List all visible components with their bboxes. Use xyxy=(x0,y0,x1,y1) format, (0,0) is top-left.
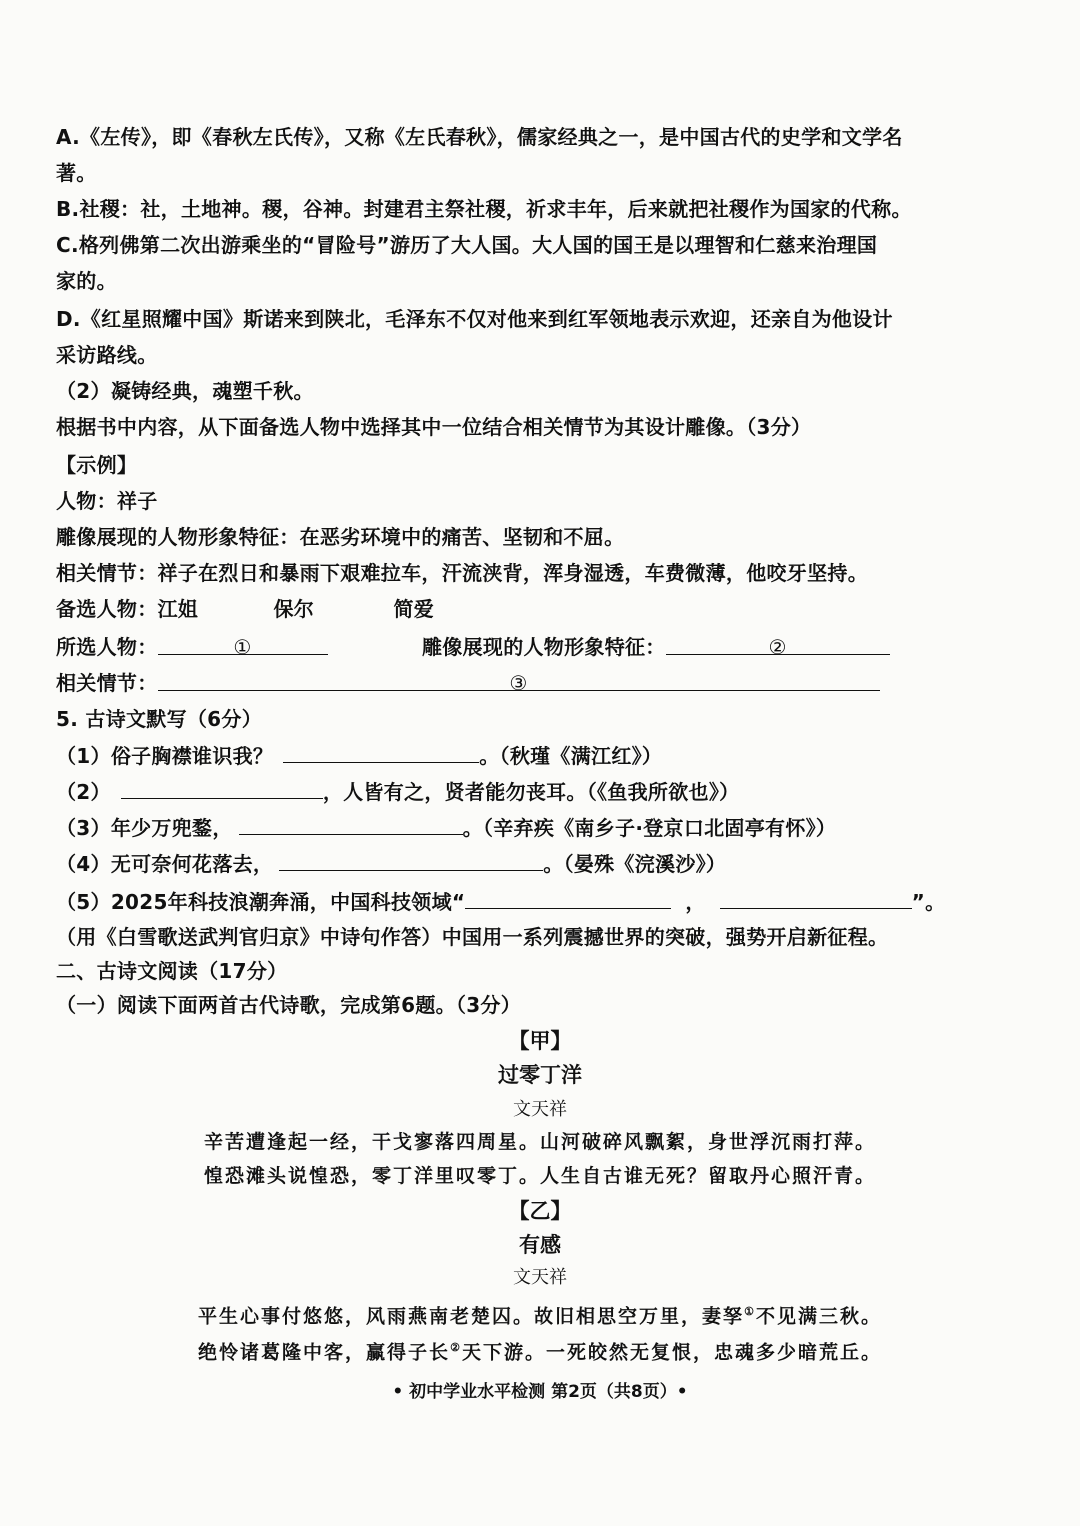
option-c-line-1: C.格列佛第二次出游乘坐的“冒险号”游历了大人国。大人国的国王是以理智和仁慈来治理国 xyxy=(56,233,878,257)
selected-person-label: 所选人物： xyxy=(56,635,158,659)
poem-b-line-2 xyxy=(0,1332,1080,1368)
footnote-marker-1: ① xyxy=(744,1305,756,1318)
recite-3-source: 。（辛弃疾《南乡子·登京口北固亭有怀》） xyxy=(462,816,837,840)
recite-line-1 xyxy=(56,740,662,771)
poem-b-author: 文天祥 xyxy=(513,1267,567,1288)
recite-line-3 xyxy=(56,812,836,843)
recite-blank-5a[interactable] xyxy=(465,886,671,909)
option-d-line-2: 采访路线。 xyxy=(56,343,158,367)
option-a-line-2: 著。 xyxy=(56,161,97,185)
candidate-2: 保尔 xyxy=(273,597,315,621)
recite-blank-2[interactable] xyxy=(121,776,323,799)
poem-b-tag: 【乙】 xyxy=(508,1199,572,1223)
poem-b-title: 有感 xyxy=(519,1233,561,1257)
recite-1-prompt: （1）俗子胸襟谁识我？ xyxy=(56,744,274,768)
poem-b-line-2-part-2: 天下游。一死皎然无复恨，忠魂多少暗荒丘。 xyxy=(461,1341,882,1364)
plot-line xyxy=(56,668,880,698)
blank-marker-3: ③ xyxy=(509,671,528,695)
feature-label: 雕像展现的人物形象特征： xyxy=(422,635,666,659)
option-c-line-2: 家的。 xyxy=(56,269,117,293)
candidate-1: 江姐 xyxy=(157,597,199,621)
blank-marker-1: ① xyxy=(233,635,252,659)
recite-4-prompt: （4）无可奈何花落去， xyxy=(56,852,274,876)
recite-blank-3[interactable] xyxy=(239,812,463,835)
blank-marker-2: ② xyxy=(768,635,787,659)
recite-2-source: ，人皆有之，贤者能勿丧耳。（《鱼我所欲也》） xyxy=(322,780,740,804)
feature-line xyxy=(422,632,890,662)
plot-label: 相关情节： xyxy=(56,671,158,695)
poem-b-line-1-part-1: 平生心事付悠悠，风雨燕南老楚囚。故旧相思空万里，妻孥 xyxy=(198,1305,745,1328)
recite-line-2 xyxy=(56,776,739,807)
option-b: B.社稷：社，土地神。稷，谷神。封建君主祭社稷，祈求丰年，后来就把社稷作为国家的代称。 xyxy=(56,197,912,221)
candidates-line xyxy=(56,594,434,624)
recite-line-5 xyxy=(56,886,945,917)
recite-5-comma: ， xyxy=(685,890,706,914)
recite-blank-4[interactable] xyxy=(279,848,543,871)
section-2-subtitle: （一）阅读下面两首古代诗歌，完成第6题。（3分） xyxy=(56,993,522,1017)
poem-a-line-1: 辛苦遭逢起一经，干戈寥落四周星。山河破碎风飘絮，身世浮沉雨打萍。 xyxy=(203,1131,876,1153)
example-plot: 相关情节：祥子在烈日和暴雨下艰难拉车，汗流浃背，浑身湿透，车费微薄，他咬牙坚持。 xyxy=(56,561,868,585)
example-feature: 雕像展现的人物形象特征：在恶劣环境中的痛苦、坚韧和不屈。 xyxy=(56,525,625,549)
footnote-marker-2: ② xyxy=(450,1341,462,1354)
poem-b-line-1 xyxy=(0,1296,1080,1332)
poem-a-tag: 【甲】 xyxy=(508,1029,572,1053)
poem-b-line-2-part-1: 绝怜诸葛隆中客，赢得子长 xyxy=(198,1341,451,1364)
recite-1-source: 。（秋瑾《满江红》） xyxy=(479,744,663,768)
candidate-3: 简爱 xyxy=(393,597,435,621)
recite-3-prompt: （3）年少万兜鍪， xyxy=(56,816,233,840)
page-footer: • 初中学业水平检测 第2页（共8页）• xyxy=(392,1382,688,1402)
candidates-label: 备选人物： xyxy=(56,597,158,621)
answer-blank-3[interactable] xyxy=(158,668,880,695)
recite-blank-1[interactable] xyxy=(283,740,479,763)
question-5-title: 5. 古诗文默写（6分） xyxy=(56,707,262,731)
selected-person-line xyxy=(56,632,328,662)
example-tag: 【示例】 xyxy=(56,453,138,477)
option-d-line-1: D.《红星照耀中国》斯诺来到陕北，毛泽东不仅对他来到红军领地表示欢迎，还亲自为他设计 xyxy=(56,307,893,331)
recite-5-prompt: （5）2025年科技浪潮奔涌，中国科技领域“ xyxy=(56,890,466,914)
section-2-title: 二、古诗文阅读（17分） xyxy=(56,959,288,983)
poem-a-title: 过零丁洋 xyxy=(498,1063,582,1087)
option-a-line-1: A.《左传》，即《春秋左氏传》，又称《左氏春秋》，儒家经典之一，是中国古代的史学和文学名 xyxy=(56,125,903,149)
recite-4-source: 。（晏殊《浣溪沙》） xyxy=(543,852,727,876)
poem-a-author: 文天祥 xyxy=(513,1099,567,1120)
answer-blank-1[interactable] xyxy=(158,632,328,659)
recite-line-4 xyxy=(56,848,726,879)
recite-2-prompt: （2） xyxy=(56,780,111,804)
answer-blank-2[interactable] xyxy=(666,632,890,659)
recite-blank-5b[interactable] xyxy=(720,886,912,909)
example-person: 人物：祥子 xyxy=(56,489,158,513)
poem-a-line-2: 惶恐滩头说惶恐，零丁洋里叹零丁。人生自古谁无死？留取丹心照汗青。 xyxy=(203,1165,876,1187)
recite-5-close: ”。 xyxy=(911,890,946,914)
question-2-instruction: 根据书中内容，从下面备选人物中选择其中一位结合相关情节为其设计雕像。（3分） xyxy=(56,415,812,439)
recite-line-6: （用《白雪歌送武判官归京》中诗句作答）中国用一系列震撼世界的突破，强势开启新征程。 xyxy=(56,925,889,949)
poem-b-line-1-part-2: 不见满三秋。 xyxy=(755,1305,882,1328)
question-2-title: （2）凝铸经典，魂塑千秋。 xyxy=(56,379,314,403)
